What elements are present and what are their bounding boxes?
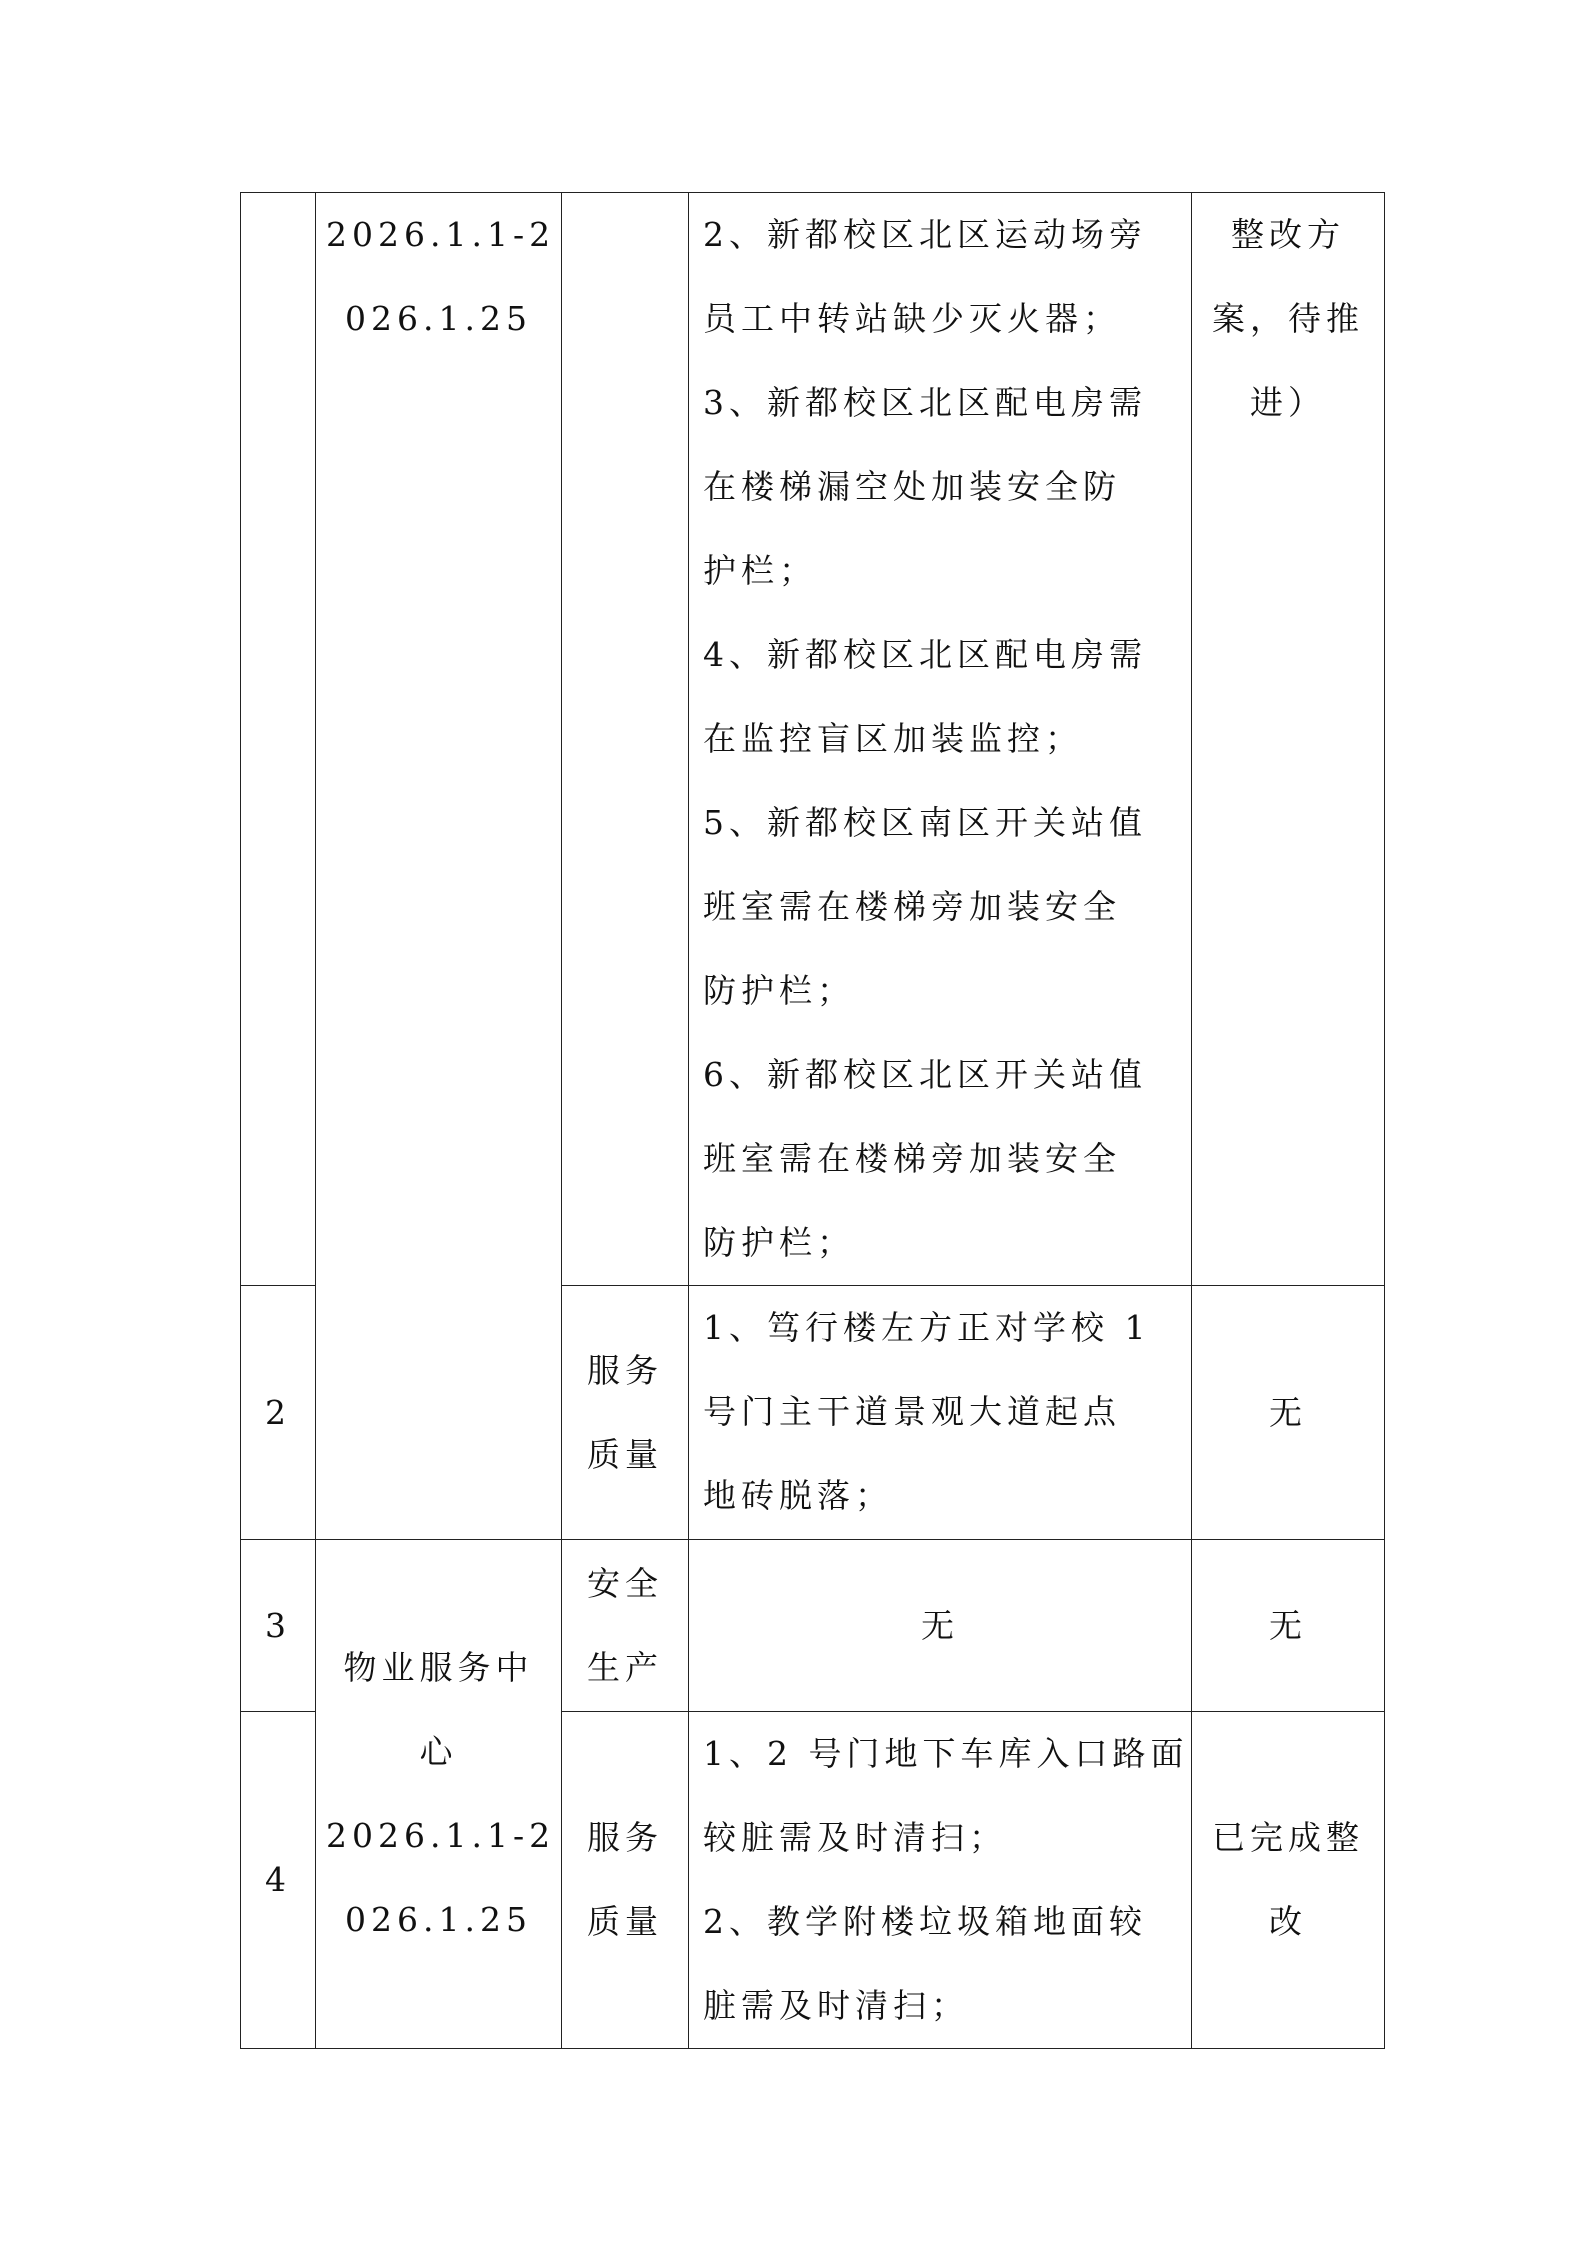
issue-line: 地砖脱落； [703, 1476, 893, 1515]
category-cell [562, 1540, 689, 1712]
period-line: 026.1.25 [345, 299, 532, 338]
issue-line: 2、教学附楼垃圾箱地面较 [703, 1902, 1147, 1941]
category-line: 生产 [587, 1647, 663, 1687]
issue-line: 脏需及时清扫； [703, 1986, 969, 2025]
category-line: 服务 [587, 1818, 663, 1857]
category-cell [562, 1286, 689, 1540]
row-number-cell: 3 [241, 1540, 316, 1712]
period-line: 2026.1.1-2 [326, 215, 556, 254]
department-line: 物业服务中 [343, 1648, 534, 1687]
period-line: 026.1.25 [345, 1900, 532, 1939]
issue-line: 在监控盲区加装监控； [703, 719, 1083, 758]
row-number-cell: 2 [241, 1286, 316, 1540]
status-cell [1192, 193, 1385, 1286]
status-line: 进） [1250, 383, 1326, 422]
status-cell: 无 [1192, 1286, 1385, 1540]
issue-line: 防护栏； [703, 1223, 855, 1262]
issue-line: 3、新都校区北区配电房需 [703, 383, 1147, 422]
status-line: 整改方 [1231, 215, 1345, 254]
category-cell [562, 193, 689, 1286]
issue-line: 在楼梯漏空处加装安全防 [703, 467, 1121, 506]
issues-cell [689, 1286, 1192, 1540]
issue-line: 6、新都校区北区开关站值 [703, 1055, 1147, 1094]
status-line: 案，待推 [1212, 299, 1364, 338]
status-cell: 无 [1192, 1540, 1385, 1712]
category-line: 质量 [587, 1434, 663, 1474]
status-cell [1192, 1712, 1385, 2049]
category-line: 质量 [587, 1902, 663, 1941]
table-row [241, 1540, 1385, 1712]
issue-line: 较脏需及时清扫； [703, 1818, 1007, 1857]
issues-cell [689, 1712, 1192, 2049]
issue-line: 1、2 号门地下车库入口路面 [703, 1734, 1189, 1773]
department-line: 心 [419, 1732, 458, 1771]
issue-line: 号门主干道景观大道起点 [703, 1392, 1121, 1431]
row-number-cell: 4 [241, 1712, 316, 2049]
period-line: 2026.1.1-2 [326, 1816, 556, 1855]
category-line: 安全 [587, 1563, 663, 1603]
issue-line: 4、新都校区北区配电房需 [703, 635, 1147, 674]
issue-line: 班室需在楼梯旁加装安全 [703, 887, 1121, 926]
category-line: 服务 [587, 1350, 663, 1390]
issue-line: 2、新都校区北区运动场旁 [703, 215, 1147, 254]
department-period-cell [316, 1540, 562, 2049]
issue-line: 1、笃行楼左方正对学校 1 [703, 1308, 1151, 1347]
status-line: 已完成整 [1212, 1818, 1364, 1857]
period-cell [316, 193, 562, 1540]
inspection-table [240, 192, 1385, 2049]
issue-line: 班室需在楼梯旁加装安全 [703, 1139, 1121, 1178]
issue-line: 防护栏； [703, 971, 855, 1010]
issue-line: 5、新都校区南区开关站值 [703, 803, 1147, 842]
issue-line: 员工中转站缺少灭火器； [703, 299, 1121, 338]
issues-cell: 无 [689, 1540, 1192, 1712]
status-line: 改 [1269, 1902, 1307, 1941]
issue-line: 护栏； [703, 551, 817, 590]
row-number-cell [241, 193, 316, 1286]
issues-cell [689, 193, 1192, 1286]
category-cell [562, 1712, 689, 2049]
table-row [241, 193, 1385, 1286]
